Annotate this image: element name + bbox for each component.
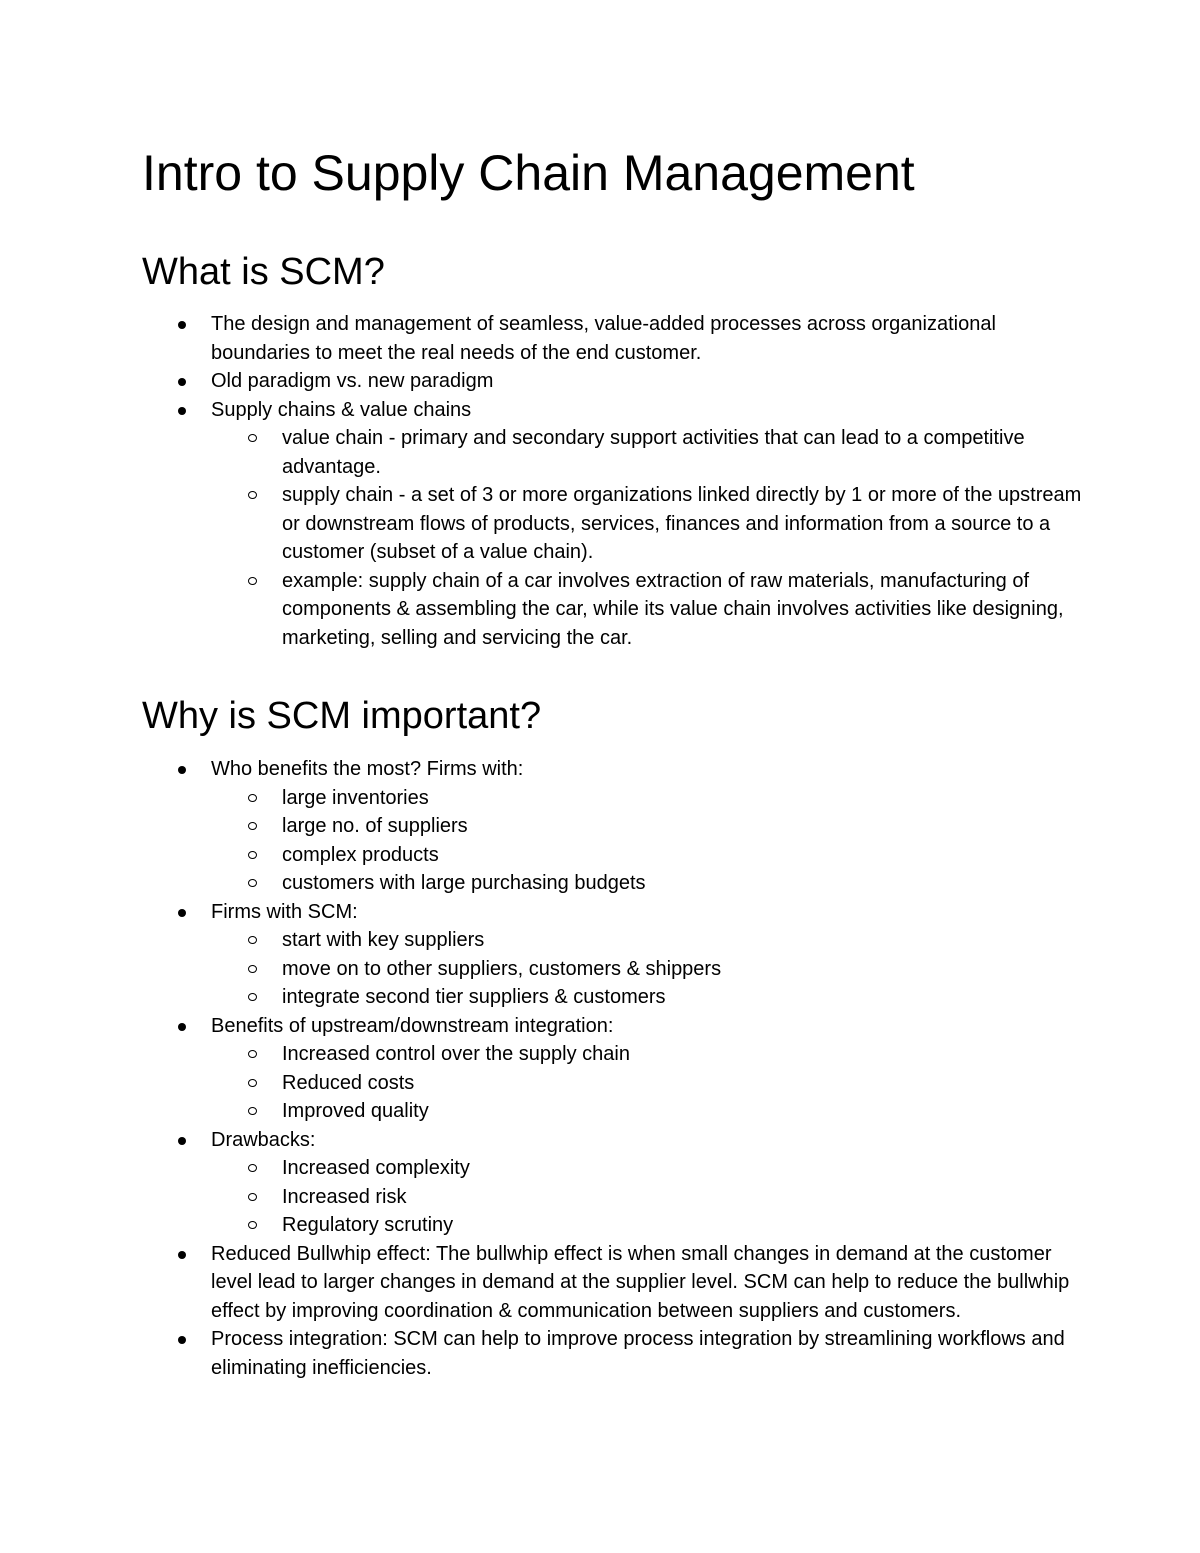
sub-list-item [0,955,1082,984]
bullet-icon [178,378,186,386]
hollow-bullet-icon [248,1221,257,1229]
sub-list [0,424,1082,652]
hollow-bullet-icon [248,577,257,585]
hollow-bullet-icon [248,1050,257,1058]
hollow-bullet-icon [248,794,257,802]
list-item [0,1325,1081,1382]
sub-list-item-text: supply chain - a set of 3 or more organizations linked directly by 1 or more of the upstream or downstream flows of products, services, finances and information from a source to a customer (subset of a value chain). [282,484,1082,563]
bullet-icon [178,407,186,415]
list-item-text: Who benefits the most? Firms with: [211,758,524,780]
sub-list-item [0,869,1082,898]
bullet-icon [178,321,186,329]
list-item-text: Old paradigm vs. new paradigm [211,370,494,392]
list-item-text: Process integration: SCM can help to improve process integration by streamlining workflows and eliminating inefficiencies. [211,1328,1065,1379]
hollow-bullet-icon [248,1079,257,1087]
sub-list-item-text: value chain - primary and secondary support activities that can lead to a competitive advantage. [282,427,1025,478]
document-title: Intro to Supply Chain Management [142,145,915,201]
bullet-icon [178,909,186,917]
list-item [0,898,1081,1012]
sub-list-item [0,812,1082,841]
sub-list-item-text: start with key suppliers [282,929,485,951]
hollow-bullet-icon [248,1107,257,1115]
sub-list-item-text: Increased risk [282,1185,407,1208]
sub-list-item [0,926,1082,955]
hollow-bullet-icon [248,965,257,973]
list-item-text: Firms with SCM: [211,900,358,923]
hollow-bullet-icon [248,822,257,830]
sub-list-item [0,1040,1082,1069]
section-heading-why-is-scm-important: Why is SCM important? [142,695,542,737]
sub-list-item-text: complex products [282,843,439,866]
sub-list-item-text: customers with large purchasing budgets [282,872,646,894]
sub-list-item-text: large no. of suppliers [282,815,468,837]
hollow-bullet-icon [248,491,257,499]
hollow-bullet-icon [248,936,257,944]
section-list-what-is-scm [0,310,1081,652]
list-item-text: Reduced Bullwhip effect: The bullwhip effect is when small changes in demand at the customer level lead to larger changes in demand at the supplier level. SCM can help to reduce the bullwhip effect by improving coordination & communication between suppliers and customers. [211,1242,1070,1322]
list-item [0,396,1081,653]
sub-list [0,784,870,898]
list-item-text: Benefits of upstream/downstream integration: [211,1014,614,1037]
sub-list [0,1154,870,1240]
list-item-text: Supply chains & value chains [211,398,472,421]
sub-list-item [0,784,1082,813]
bullet-icon [178,766,186,774]
list-item [0,1012,1081,1126]
list-item [0,367,1081,396]
list-item-text: The design and management of seamless, value-added processes across organizational boundaries to meet the real needs of the end customer. [211,313,996,364]
sub-list-item [0,1069,1082,1098]
hollow-bullet-icon [248,993,257,1001]
sub-list-item [0,841,1082,870]
sub-list-item [0,1211,1082,1240]
sub-list-item [0,1183,1082,1212]
list-item-text: Drawbacks: [211,1128,316,1151]
hollow-bullet-icon [248,879,257,887]
sub-list-item [0,1097,1082,1126]
sub-list-item-text: move on to other suppliers, customers & shippers [282,957,722,980]
sub-list-item [0,567,1082,653]
sub-list-item-text: Increased complexity [282,1157,470,1179]
sub-list-item [0,424,1082,481]
bullet-icon [178,1251,186,1259]
sub-list [0,1040,870,1126]
sub-list-item-text: large inventories [282,786,429,809]
section-heading-what-is-scm: What is SCM? [142,251,385,293]
list-item [0,755,1081,898]
sub-list-item [0,1154,1082,1183]
bullet-icon [178,1336,186,1344]
list-item [0,1126,1081,1240]
sub-list [0,926,870,1012]
hollow-bullet-icon [248,1193,257,1201]
sub-list-item-text: Improved quality [282,1100,429,1122]
hollow-bullet-icon [248,851,257,859]
list-item [0,1240,1081,1326]
sub-list-item-text: integrate second tier suppliers & customers [282,986,666,1008]
section-list-why-is-scm-important [0,755,1081,1382]
bullet-icon [178,1023,186,1031]
hollow-bullet-icon [248,1164,257,1172]
hollow-bullet-icon [248,434,257,442]
sub-list-item [0,481,1082,567]
list-item [0,310,1081,367]
sub-list-item-text: Regulatory scrutiny [282,1214,454,1236]
sub-list-item-text: Increased control over the supply chain [282,1043,630,1065]
sub-list-item-text: example: supply chain of a car involves extraction of raw materials, manufacturing of components & assembling the car, while its value chain involves activities like designing, marketing, selling and servicing the car. [282,569,1064,649]
sub-list-item-text: Reduced costs [282,1071,415,1094]
bullet-icon [178,1137,186,1145]
sub-list-item [0,983,1082,1012]
